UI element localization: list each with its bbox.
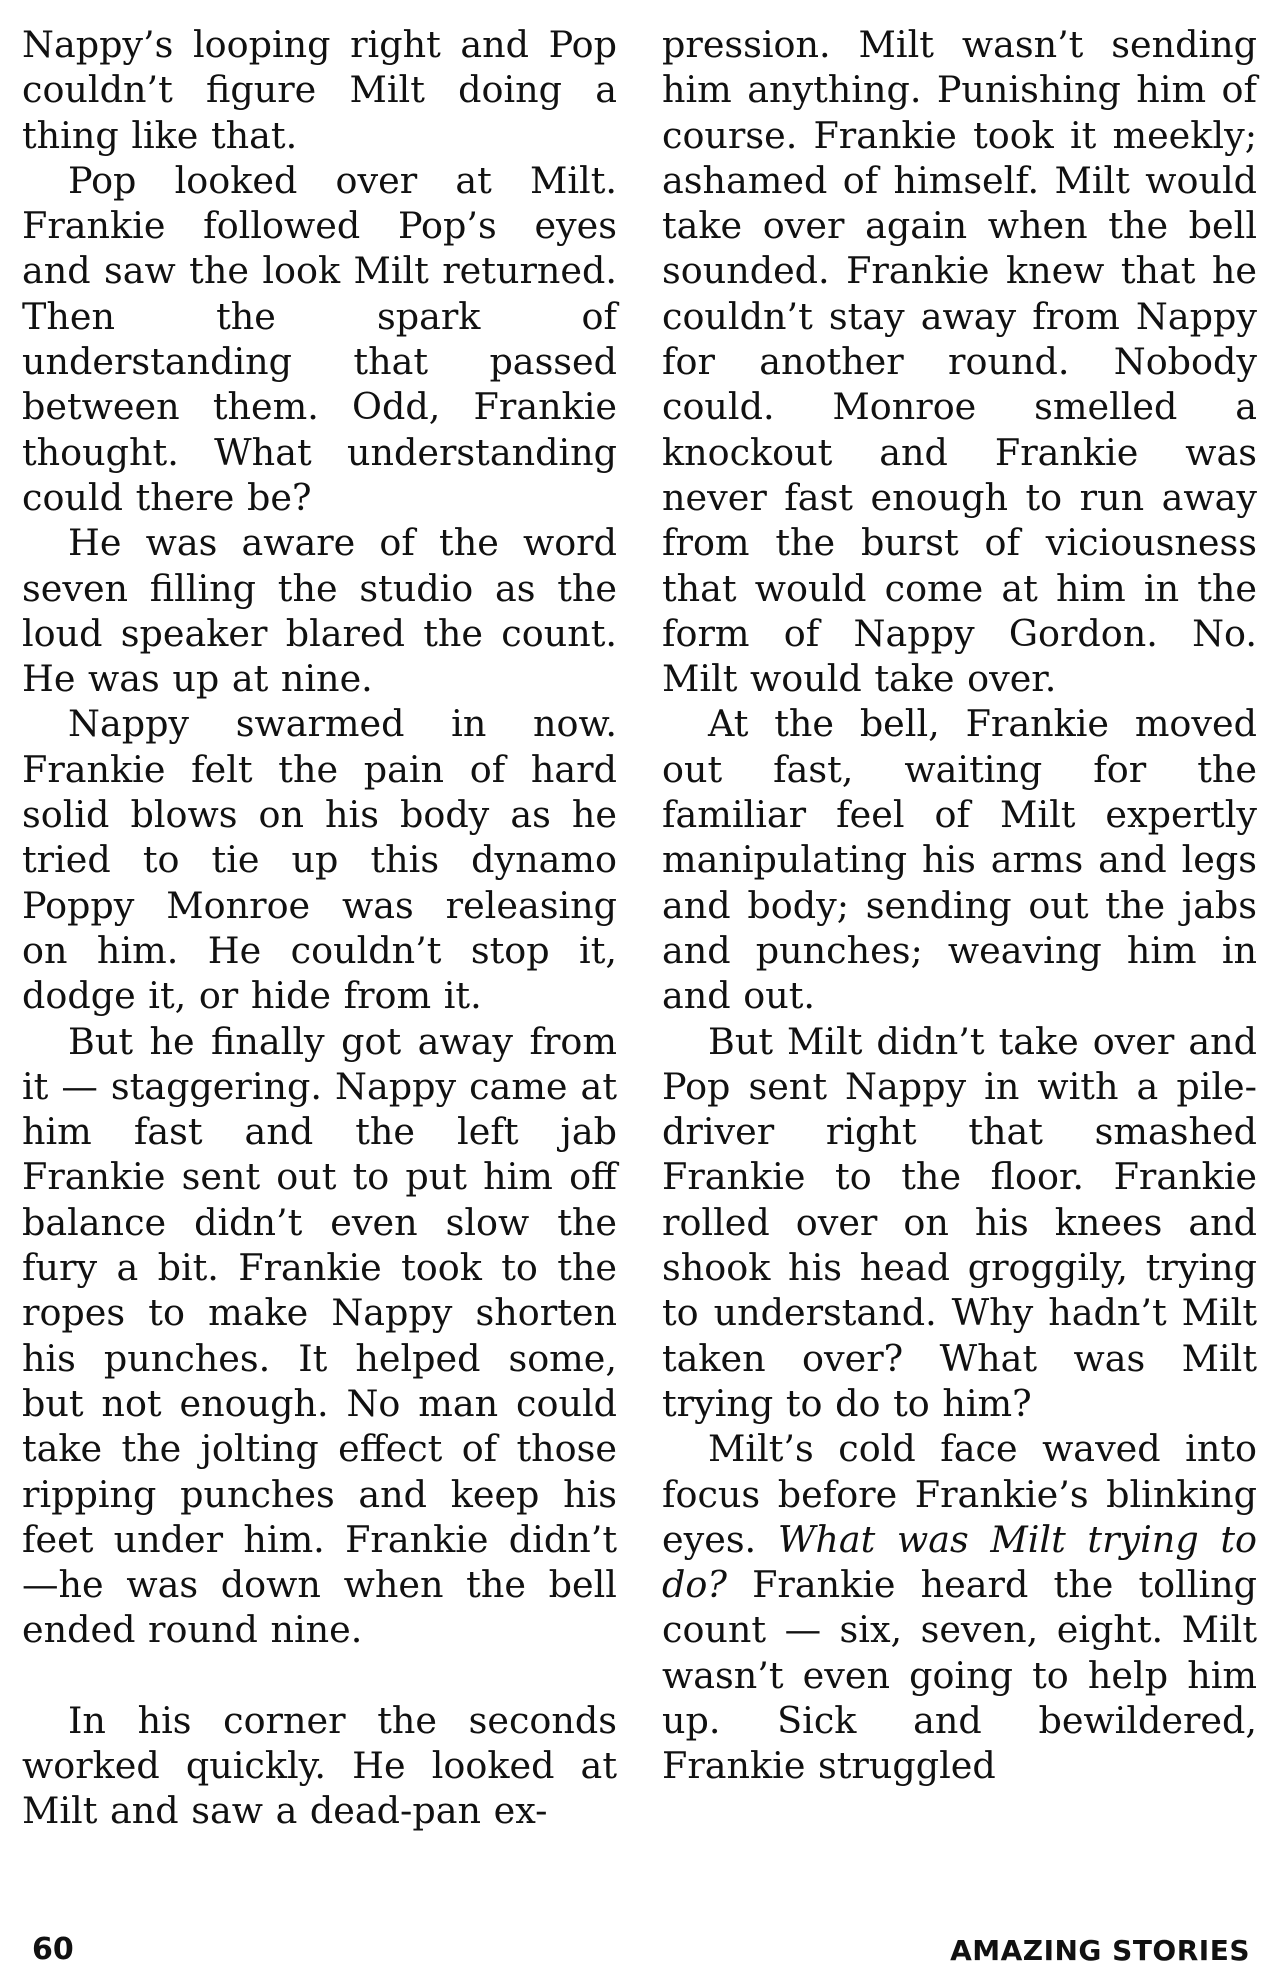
paragraph: In his corner the seconds worked quickly. He looked at Milt and saw a dead-pan ex- bbox=[22, 1698, 617, 1833]
paragraph: Pop looked over at Milt. Frankie followed Pop’s eyes and saw the look Milt returned. Then the spark of understanding that passed between them. Odd, Frankie thought. What understanding could there be? bbox=[22, 158, 617, 519]
paragraph bbox=[662, 1426, 1257, 1788]
paragraph: Nappy’s looping right and Pop couldn’t figure Milt doing a thing like that. bbox=[22, 23, 617, 157]
paragraph: At the bell, Frankie moved out fast, waiting for the familiar feel of Milt expertly manipulating his arms and legs and body; sending out the jabs and punches; weaving him in and out. bbox=[662, 702, 1257, 1018]
right-column bbox=[662, 22, 1257, 1789]
page-number: 60 bbox=[32, 1932, 74, 1967]
paragraph: He was aware of the word seven filling the studio as the loud speaker blared the count. He was up at nine. bbox=[22, 521, 617, 701]
paragraph: pression. Milt wasn’t sending him anything. Punishing him of course. Frankie took it meekly; ashamed of himself. Milt would take over again when the bell sounded. Frankie knew that he couldn’t stay away from Nappy for another round. Nobody could. Monroe smelled a knockout and Frankie was never fast enough to run away from the burst of viciousness that would come at him in the form of Nappy Gordon. No. Milt would take over. bbox=[662, 23, 1257, 701]
italic-text: What was Milt trying to do? bbox=[662, 1517, 1257, 1607]
left-column bbox=[22, 22, 617, 1834]
paragraph: Nappy swarmed in now. Frankie felt the pain of hard solid blows on his body as he tried to tie up this dynamo Poppy Monroe was releasing on him. He couldn’t stop it, dodge it, or hide from it. bbox=[22, 702, 617, 1018]
paragraph: But he finally got away from it — staggering. Nappy came at him fast and the left jab Frankie sent out to put him off balance didn’t even slow the fury a bit. Frankie took to the ropes to make Nappy shorten his punches. It helped some, but not enough. No man could take the jolting effect of those ripping punches and keep his feet under him. Frankie didn’t—he was down when the bell ended round nine. bbox=[22, 1019, 617, 1652]
paragraph: But Milt didn’t take over and Pop sent Nappy in with a pile-driver right that smashed Frankie to the floor. Frankie rolled over on his knees and shook his head groggily, trying to understand. Why hadn’t Milt taken over? What was Milt trying to do to him? bbox=[662, 1019, 1257, 1425]
paragraph-text: Milt’s cold face waved into focus before Frankie’s blinking eyes. bbox=[662, 1427, 1257, 1561]
magazine-title: AMAZING STORIES bbox=[950, 1934, 1250, 1967]
paragraph-text: Frankie heard the tolling count — six, seven, eight. Milt wasn’t even going to help him up. Sick and bewildered, Frankie struggled bbox=[662, 1563, 1257, 1788]
